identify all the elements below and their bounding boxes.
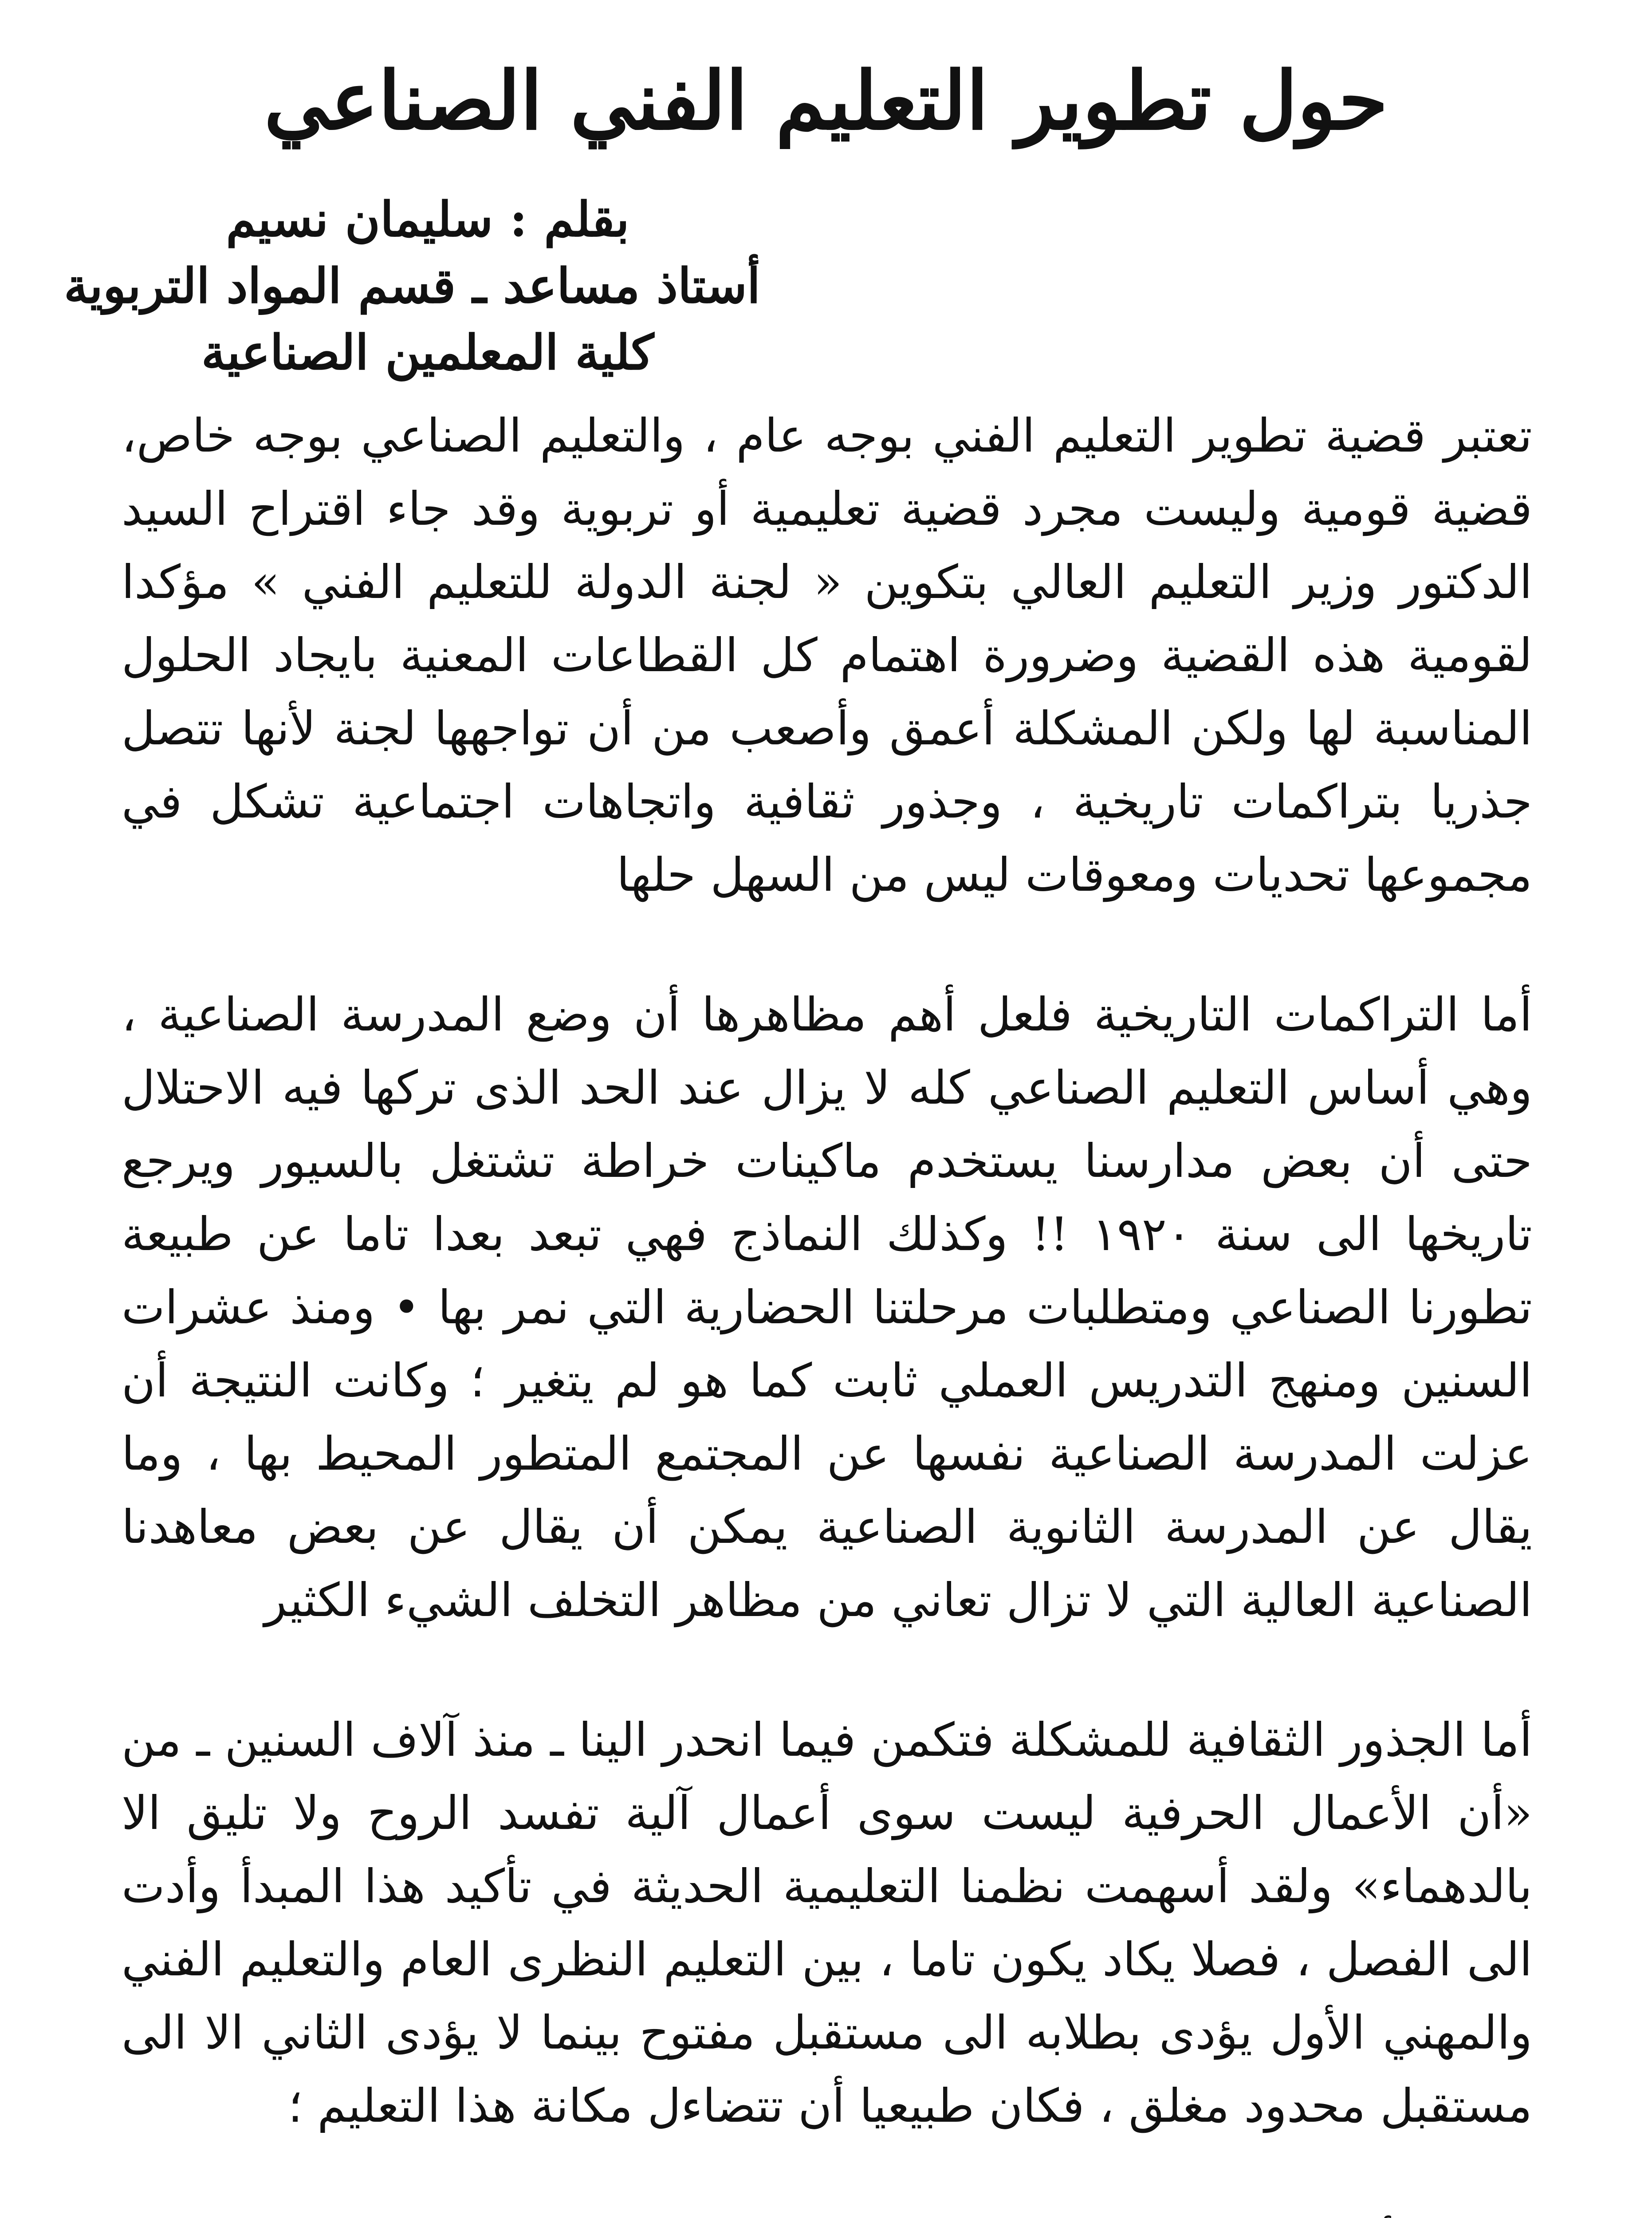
author-name: بقلم : سليمان نسيم <box>226 192 629 248</box>
paragraph: أما الجذور الثقافية للمشكلة فتكمن فيما انحدر الينا ـ منذ آلاف السنين ـ من «أن الأعمال الحرفية ليست سوى أعمال آلية تفسد الروح ولا تليق الا بالدهماء» ولقد أسهمت نظمنا التعليمية الحديثة في تأكيد هذا المبدأ وأدت الى الفصل ، فصلا يكاد يكون تاما ، بين التعليم النظرى العام والتعليم الفني والمهني الأول يؤدى بطلابه الى مستقبل مفتوح بينما لا يؤدى الثاني الا الى مستقبل محدود مغلق ، فكان طبيعيا أن تتضاءل مكانة هذا التعليم ؛ <box>122 1713 1533 2133</box>
article-title: حول تطوير التعليم الفني الصناعي <box>264 54 1388 148</box>
paragraph: تعتبر قضية تطوير التعليم الفني بوجه عام ، والتعليم الصناعي بوجه خاص، قضية قومية وليست مجرد قضية تعليمية أو تربوية وقد جاء اقتراح السيد الدكتور وزير التعليم العالي بتكوين « لجنة الدولة للتعليم الفني » مؤكدا لقومية هذه القضية وضرورة اهتمام كل القطاعات المعنية بايجاد الحلول المناسبة لها ولكن المشكلة أعمق وأصعب من أن تواجهها لجنة لأنها تتصل جذريا بتراكمات تاريخية ، وجذور ثقافية واتجاهات اجتماعية تشكل في مجموعها تحديات ومعوقات ليس من السهل حلها <box>122 409 1533 902</box>
author-position: أستاذ مساعد ـ قسم المواد التربوية <box>64 258 760 314</box>
paragraph <box>122 2209 1532 2218</box>
byline <box>64 186 760 386</box>
paragraph: أما التراكمات التاريخية فلعل أهم مظاهرها أن وضع المدرسة الصناعية ، وهي أساس التعليم الصناعي كله لا يزال عند الحد الذى تركها فيه الاحتلال حتى أن بعض مدارسنا يستخدم ماكينات خراطة تشتغل بالسيور ويرجع تاريخها الى سنة ١٩٢٠ !! وكذلك النماذج فهي تبعد بعدا تاما عن طبيعة تطورنا الصناعي ومتطلبات مرحلتنا الحضارية التي نمر بها • ومنذ عشرات السنين ومنهج التدريس العملي ثابت كما هو لم يتغير ؛ وكانت النتيجة أن عزلت المدرسة الصناعية نفسها عن المجتمع المتطور المحيط بها ، وما يقال عن المدرسة الثانوية الصناعية يمكن أن يقال عن بعض معاهدنا الصناعية العالية التي لا تزال تعاني من مظاهر التخلف الشيء الكثير <box>122 987 1532 1627</box>
article-body <box>122 399 1532 2218</box>
author-institution: كلية المعلمين الصناعية <box>201 325 654 381</box>
